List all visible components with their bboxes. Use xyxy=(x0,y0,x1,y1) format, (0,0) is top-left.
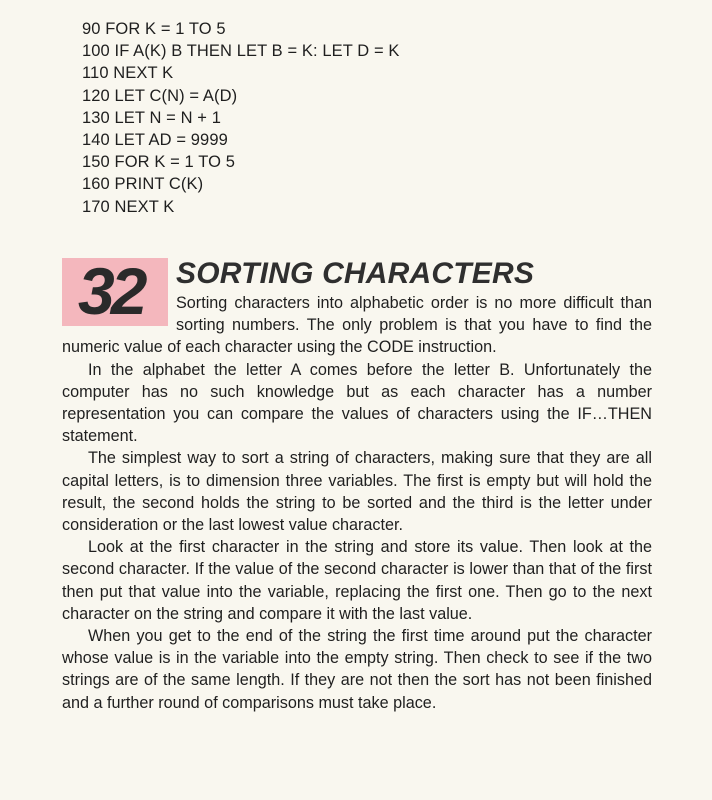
code-line: 140 LET AD = 9999 xyxy=(82,131,228,150)
code-line: 150 FOR K = 1 TO 5 xyxy=(82,153,235,172)
paragraph: When you get to the end of the string the first time around put the character whose value is in the variable into the empty string. Then check to see if the two strings are of the same length. If they are not then the sort has not been finished and a further round of comparisons must take place. xyxy=(62,627,652,712)
code-line: 110 NEXT K xyxy=(82,64,174,83)
section-sorting-characters xyxy=(62,256,652,714)
code-line: 130 LET N = N + 1 xyxy=(82,108,221,127)
paragraph: In the alphabet the letter A comes before the letter B. Unfortunately the computer has no such knowledge but as each character has a number representation you can compare the values of characters using the IF…THEN statement. xyxy=(62,360,652,446)
code-line: 90 FOR K = 1 TO 5 xyxy=(82,20,226,38)
code-line: 120 LET C(N) = A(D) xyxy=(82,86,238,105)
paragraph: Sorting characters into alphabetic order is no more difficult than sorting numbers. The only problem is that you have to find the numeric value of each character using the CODE instruction. xyxy=(62,294,652,357)
paragraph: The simplest way to sort a string of characters, making sure that they are all capital letters, is to dimension three variables. The first is empty but will hold the result, the second holds the string to be sorted and the third is the letter under consideration or the last lowest value character. xyxy=(62,449,652,535)
paragraph: Look at the first character in the string and store its value. Then look at the second character. If the value of the second character is lower than that of the first then put that value into the variable, replacing the first one. Then go to the next character on the string and compare it with the last value. xyxy=(62,538,652,623)
section-number: 32 xyxy=(78,254,144,328)
code-line: 160 PRINT C(K) xyxy=(82,175,204,194)
code-line: 100 IF A(K) B THEN LET B = K: LET D = K xyxy=(82,42,400,61)
code-line: 170 NEXT K xyxy=(82,197,175,216)
code-listing xyxy=(82,18,622,218)
section-title: SORTING CHARACTERS xyxy=(176,257,535,290)
section-number-box xyxy=(62,254,168,328)
